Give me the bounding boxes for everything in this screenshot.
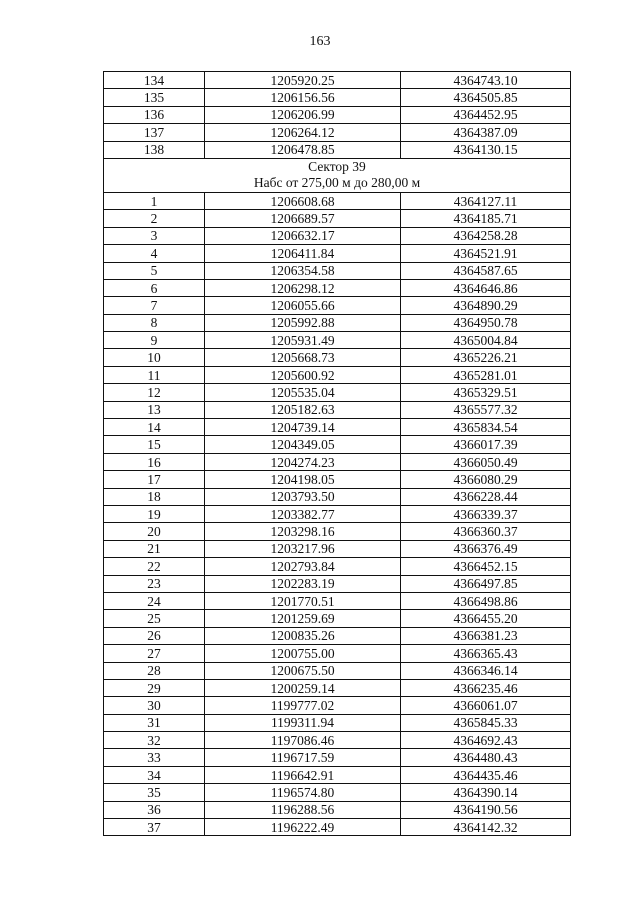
table-row	[104, 714, 571, 731]
table-row	[104, 192, 571, 209]
y-coordinate-cell: 4364127.11	[401, 192, 571, 209]
sector-header-cell	[104, 158, 571, 192]
x-coordinate-cell: 1206156.56	[205, 89, 401, 106]
x-coordinate-cell: 1200755.00	[205, 645, 401, 662]
table-row	[104, 575, 571, 592]
x-coordinate-cell: 1206411.84	[205, 245, 401, 262]
table-row	[104, 471, 571, 488]
table-row	[104, 384, 571, 401]
y-coordinate-cell: 4366497.85	[401, 575, 571, 592]
x-coordinate-cell: 1200835.26	[205, 627, 401, 644]
point-number-cell: 16	[104, 453, 205, 470]
y-coordinate-cell: 4366365.43	[401, 645, 571, 662]
y-coordinate-cell: 4366228.44	[401, 488, 571, 505]
y-coordinate-cell: 4364130.15	[401, 141, 571, 158]
x-coordinate-cell: 1206206.99	[205, 106, 401, 123]
x-coordinate-cell: 1205931.49	[205, 332, 401, 349]
table-row	[104, 523, 571, 540]
point-number-cell: 9	[104, 332, 205, 349]
table-row	[104, 419, 571, 436]
point-number-cell: 27	[104, 645, 205, 662]
y-coordinate-cell: 4364452.95	[401, 106, 571, 123]
table-row	[104, 645, 571, 662]
point-number-cell: 15	[104, 436, 205, 453]
sector-header-group	[104, 158, 571, 192]
point-number-cell: 135	[104, 89, 205, 106]
point-number-cell: 12	[104, 384, 205, 401]
x-coordinate-cell: 1205182.63	[205, 401, 401, 418]
table-row	[104, 210, 571, 227]
table-row	[104, 436, 571, 453]
x-coordinate-cell: 1206354.58	[205, 262, 401, 279]
point-number-cell: 136	[104, 106, 205, 123]
y-coordinate-cell: 4366346.14	[401, 662, 571, 679]
y-coordinate-cell: 4364890.29	[401, 297, 571, 314]
x-coordinate-cell: 1196574.80	[205, 784, 401, 801]
x-coordinate-cell: 1201770.51	[205, 592, 401, 609]
point-number-cell: 26	[104, 627, 205, 644]
table-row	[104, 89, 571, 106]
point-number-cell: 37	[104, 819, 205, 836]
sector-height-range: Набс от 275,00 м до 280,00 м	[253, 175, 421, 191]
point-number-cell: 1	[104, 192, 205, 209]
point-number-cell: 13	[104, 401, 205, 418]
x-coordinate-cell: 1201259.69	[205, 610, 401, 627]
table-row	[104, 627, 571, 644]
x-coordinate-cell: 1206608.68	[205, 192, 401, 209]
y-coordinate-cell: 4364692.43	[401, 732, 571, 749]
table-row	[104, 766, 571, 783]
y-coordinate-cell: 4366017.39	[401, 436, 571, 453]
point-number-cell: 5	[104, 262, 205, 279]
sector-header-row	[104, 158, 571, 192]
table-row	[104, 505, 571, 522]
y-coordinate-cell: 4364387.09	[401, 124, 571, 141]
x-coordinate-cell: 1203793.50	[205, 488, 401, 505]
x-coordinate-cell: 1203298.16	[205, 523, 401, 540]
y-coordinate-cell: 4364435.46	[401, 766, 571, 783]
table-row	[104, 662, 571, 679]
point-number-cell: 36	[104, 801, 205, 818]
y-coordinate-cell: 4366339.37	[401, 505, 571, 522]
x-coordinate-cell: 1206632.17	[205, 227, 401, 244]
table-row	[104, 227, 571, 244]
y-coordinate-cell: 4364390.14	[401, 784, 571, 801]
x-coordinate-cell: 1202283.19	[205, 575, 401, 592]
table-row	[104, 401, 571, 418]
table-row	[104, 453, 571, 470]
point-number-cell: 134	[104, 72, 205, 89]
point-number-cell: 35	[104, 784, 205, 801]
point-number-cell: 6	[104, 279, 205, 296]
y-coordinate-cell: 4365834.54	[401, 419, 571, 436]
y-coordinate-cell: 4364258.28	[401, 227, 571, 244]
x-coordinate-cell: 1206298.12	[205, 279, 401, 296]
x-coordinate-cell: 1204198.05	[205, 471, 401, 488]
point-number-cell: 29	[104, 679, 205, 696]
y-coordinate-cell: 4364480.43	[401, 749, 571, 766]
y-coordinate-cell: 4366498.86	[401, 592, 571, 609]
x-coordinate-cell: 1205535.04	[205, 384, 401, 401]
y-coordinate-cell: 4366050.49	[401, 453, 571, 470]
table-row	[104, 72, 571, 89]
table-row	[104, 279, 571, 296]
y-coordinate-cell: 4364646.86	[401, 279, 571, 296]
x-coordinate-cell: 1199777.02	[205, 697, 401, 714]
y-coordinate-cell: 4364743.10	[401, 72, 571, 89]
point-number-cell: 138	[104, 141, 205, 158]
table-row	[104, 732, 571, 749]
point-number-cell: 8	[104, 314, 205, 331]
point-number-cell: 30	[104, 697, 205, 714]
point-number-cell: 17	[104, 471, 205, 488]
point-number-cell: 2	[104, 210, 205, 227]
table-row	[104, 124, 571, 141]
point-number-cell: 25	[104, 610, 205, 627]
page-number: 163	[309, 34, 331, 49]
table-row	[104, 610, 571, 627]
table-row	[104, 314, 571, 331]
point-number-cell: 14	[104, 419, 205, 436]
y-coordinate-cell: 4366376.49	[401, 540, 571, 557]
y-coordinate-cell: 4364185.71	[401, 210, 571, 227]
point-number-cell: 24	[104, 592, 205, 609]
table-row	[104, 488, 571, 505]
x-coordinate-cell: 1206264.12	[205, 124, 401, 141]
y-coordinate-cell: 4365329.51	[401, 384, 571, 401]
x-coordinate-cell: 1206055.66	[205, 297, 401, 314]
table-row	[104, 749, 571, 766]
x-coordinate-cell: 1206689.57	[205, 210, 401, 227]
point-number-cell: 137	[104, 124, 205, 141]
point-number-cell: 3	[104, 227, 205, 244]
table-row	[104, 262, 571, 279]
point-number-cell: 18	[104, 488, 205, 505]
x-coordinate-cell: 1196717.59	[205, 749, 401, 766]
x-coordinate-cell: 1205600.92	[205, 366, 401, 383]
x-coordinate-cell: 1196288.56	[205, 801, 401, 818]
point-number-cell: 21	[104, 540, 205, 557]
y-coordinate-cell: 4364190.56	[401, 801, 571, 818]
x-coordinate-cell: 1204349.05	[205, 436, 401, 453]
point-number-cell: 20	[104, 523, 205, 540]
table-row	[104, 297, 571, 314]
y-coordinate-cell: 4365281.01	[401, 366, 571, 383]
point-number-cell: 4	[104, 245, 205, 262]
x-coordinate-cell: 1200675.50	[205, 662, 401, 679]
point-number-cell: 34	[104, 766, 205, 783]
x-coordinate-cell: 1204739.14	[205, 419, 401, 436]
point-number-cell: 10	[104, 349, 205, 366]
table-row	[104, 332, 571, 349]
table-row	[104, 592, 571, 609]
point-number-cell: 33	[104, 749, 205, 766]
point-number-cell: 31	[104, 714, 205, 731]
table-row	[104, 801, 571, 818]
x-coordinate-cell: 1205920.25	[205, 72, 401, 89]
y-coordinate-cell: 4364950.78	[401, 314, 571, 331]
point-number-cell: 23	[104, 575, 205, 592]
point-number-cell: 19	[104, 505, 205, 522]
y-coordinate-cell: 4366455.20	[401, 610, 571, 627]
y-coordinate-cell: 4366235.46	[401, 679, 571, 696]
x-coordinate-cell: 1202793.84	[205, 558, 401, 575]
sector-title: Сектор 39	[308, 159, 366, 175]
point-number-cell: 32	[104, 732, 205, 749]
x-coordinate-cell: 1200259.14	[205, 679, 401, 696]
point-number-cell: 28	[104, 662, 205, 679]
point-number-cell: 7	[104, 297, 205, 314]
y-coordinate-cell: 4366360.37	[401, 523, 571, 540]
rows-before-group	[104, 72, 571, 159]
x-coordinate-cell: 1197086.46	[205, 732, 401, 749]
point-number-cell: 22	[104, 558, 205, 575]
rows-after-group	[104, 192, 571, 835]
y-coordinate-cell: 4365004.84	[401, 332, 571, 349]
x-coordinate-cell: 1204274.23	[205, 453, 401, 470]
x-coordinate-cell: 1205668.73	[205, 349, 401, 366]
x-coordinate-cell: 1205992.88	[205, 314, 401, 331]
table-row	[104, 366, 571, 383]
y-coordinate-cell: 4366452.15	[401, 558, 571, 575]
table-row	[104, 697, 571, 714]
coordinates-table	[103, 71, 571, 836]
y-coordinate-cell: 4365577.32	[401, 401, 571, 418]
table-row	[104, 819, 571, 836]
table-row	[104, 540, 571, 557]
y-coordinate-cell: 4364142.32	[401, 819, 571, 836]
table-row	[104, 558, 571, 575]
x-coordinate-cell: 1199311.94	[205, 714, 401, 731]
x-coordinate-cell: 1196222.49	[205, 819, 401, 836]
y-coordinate-cell: 4364505.85	[401, 89, 571, 106]
y-coordinate-cell: 4366381.23	[401, 627, 571, 644]
y-coordinate-cell: 4365845.33	[401, 714, 571, 731]
table-row	[104, 349, 571, 366]
y-coordinate-cell: 4365226.21	[401, 349, 571, 366]
x-coordinate-cell: 1203382.77	[205, 505, 401, 522]
table-row	[104, 784, 571, 801]
y-coordinate-cell: 4364521.91	[401, 245, 571, 262]
x-coordinate-cell: 1196642.91	[205, 766, 401, 783]
y-coordinate-cell: 4366080.29	[401, 471, 571, 488]
y-coordinate-cell: 4366061.07	[401, 697, 571, 714]
x-coordinate-cell: 1203217.96	[205, 540, 401, 557]
x-coordinate-cell: 1206478.85	[205, 141, 401, 158]
point-number-cell: 11	[104, 366, 205, 383]
table-row	[104, 141, 571, 158]
table-row	[104, 245, 571, 262]
table-row	[104, 106, 571, 123]
y-coordinate-cell: 4364587.65	[401, 262, 571, 279]
table-row	[104, 679, 571, 696]
